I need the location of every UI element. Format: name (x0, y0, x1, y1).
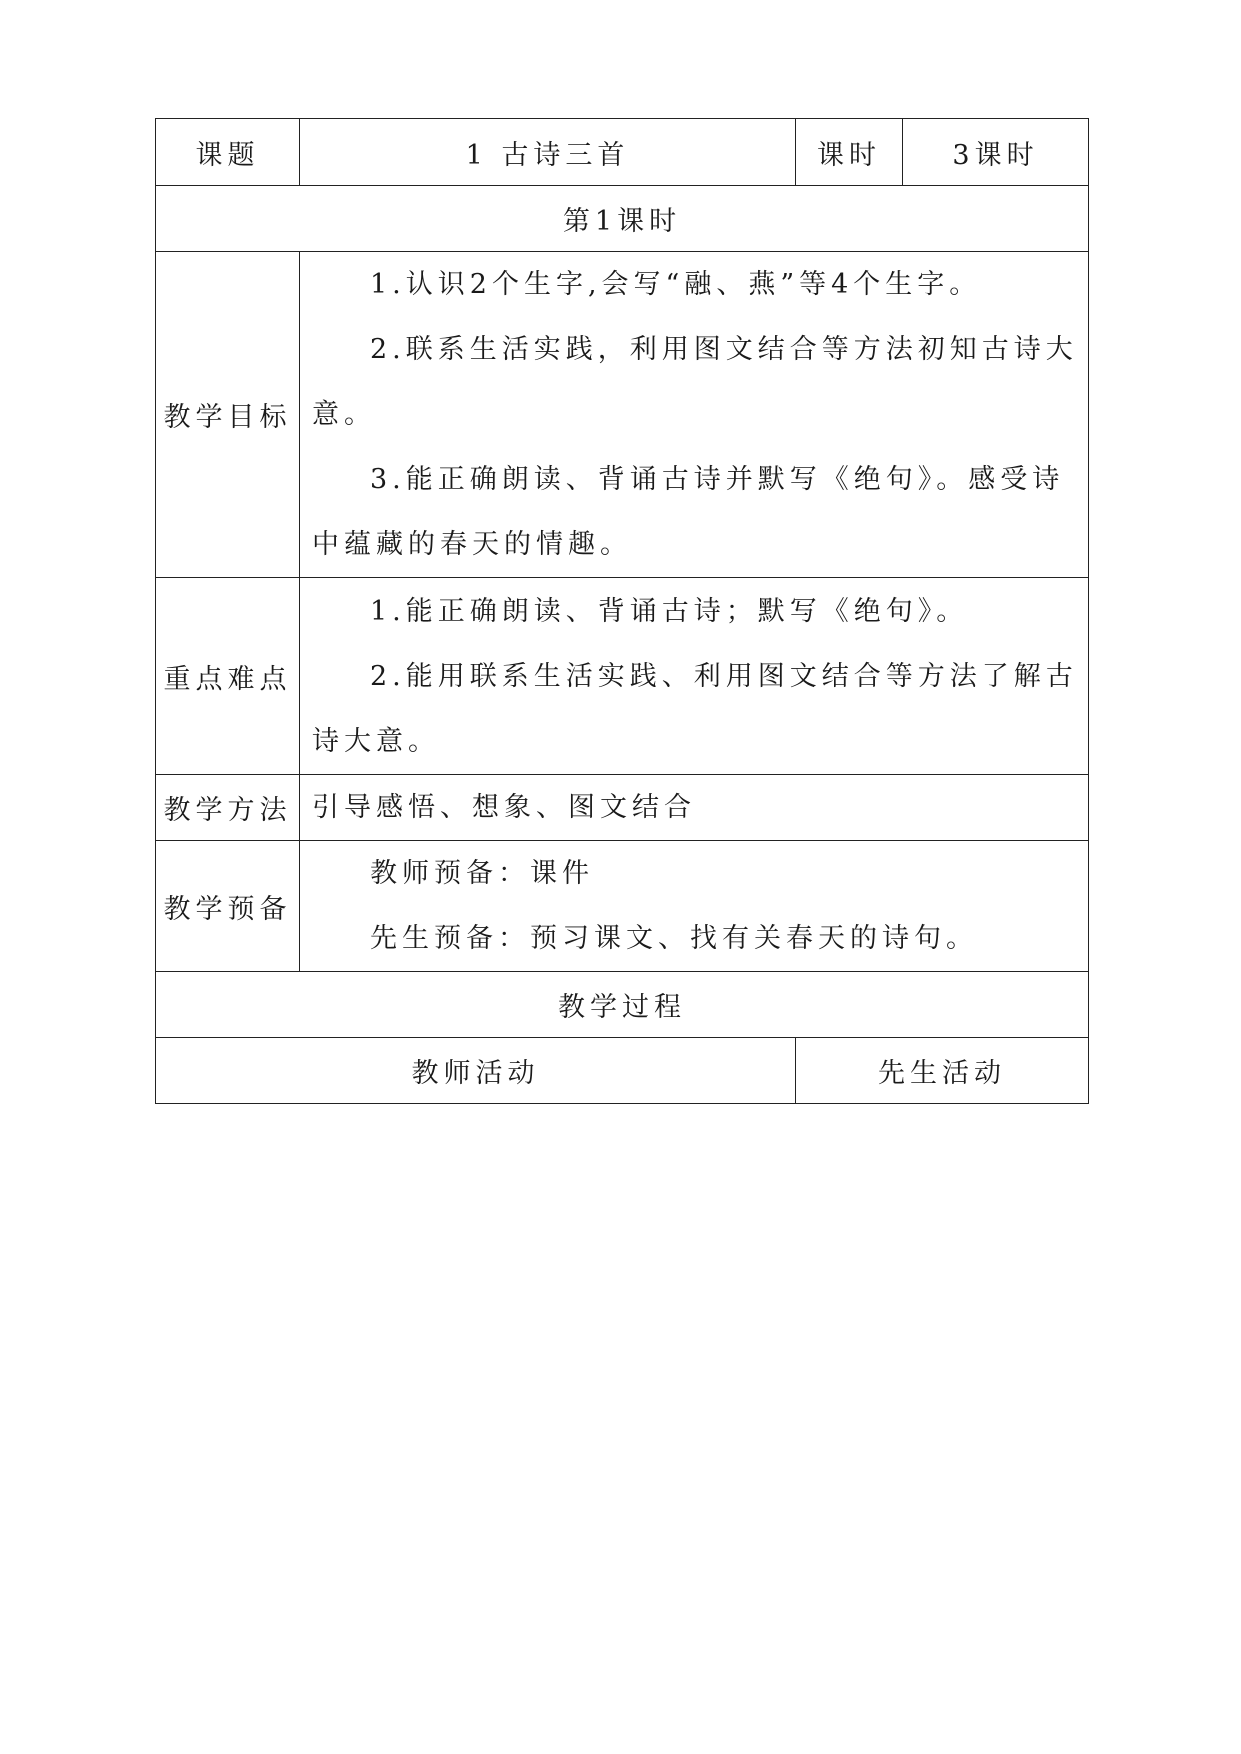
key-points-label: 重点难点 (156, 578, 300, 775)
hours-label: 课时 (796, 119, 903, 186)
method-text: 引导感悟、想象、图文结合 (312, 792, 696, 823)
key-points-row (156, 578, 1089, 775)
method-label: 教学方法 (156, 775, 300, 841)
hours-value: 3课时 (903, 119, 1089, 186)
preparation-row (156, 841, 1089, 972)
preparation-content (300, 841, 1089, 972)
student-activity-header: 先生活动 (796, 1038, 1089, 1104)
goals-label: 教学目标 (156, 252, 300, 578)
lesson-title: 第1课时 (156, 186, 1089, 252)
goal-item: 3.能正确朗读、背诵古诗并默写《绝句》。感受诗中蕴藏的春天的情趣。 (312, 464, 1065, 560)
header-row (156, 119, 1089, 186)
goals-content (300, 252, 1089, 578)
lesson-plan-table (155, 118, 1089, 1104)
key-point-item: 1.能正确朗读、背诵古诗；默写《绝句》。 (370, 595, 969, 627)
preparation-item: 先生预备：预习课文、找有关春天的诗句。 (370, 923, 978, 954)
process-label: 教学过程 (156, 972, 1089, 1038)
lesson-title-row (156, 186, 1089, 252)
topic-value: 1 古诗三首 (300, 119, 796, 186)
preparation-item: 教师预备：课件 (370, 858, 594, 889)
preparation-label: 教学预备 (156, 841, 300, 972)
method-row (156, 775, 1089, 841)
topic-label: 课题 (156, 119, 300, 186)
goal-item: 2.联系生活实践，利用图文结合等方法初知古诗大意。 (312, 334, 1078, 430)
method-value (300, 775, 1089, 841)
goal-item: 1.认识2个生字,会写“融、燕”等4个生字。 (370, 269, 982, 300)
key-points-content (300, 578, 1089, 775)
teacher-activity-header: 教师活动 (156, 1038, 796, 1104)
goals-row (156, 252, 1089, 578)
process-row (156, 972, 1089, 1038)
activity-header-row (156, 1038, 1089, 1104)
key-point-item: 2.能用联系生活实践、利用图文结合等方法了解古诗大意。 (312, 660, 1078, 757)
